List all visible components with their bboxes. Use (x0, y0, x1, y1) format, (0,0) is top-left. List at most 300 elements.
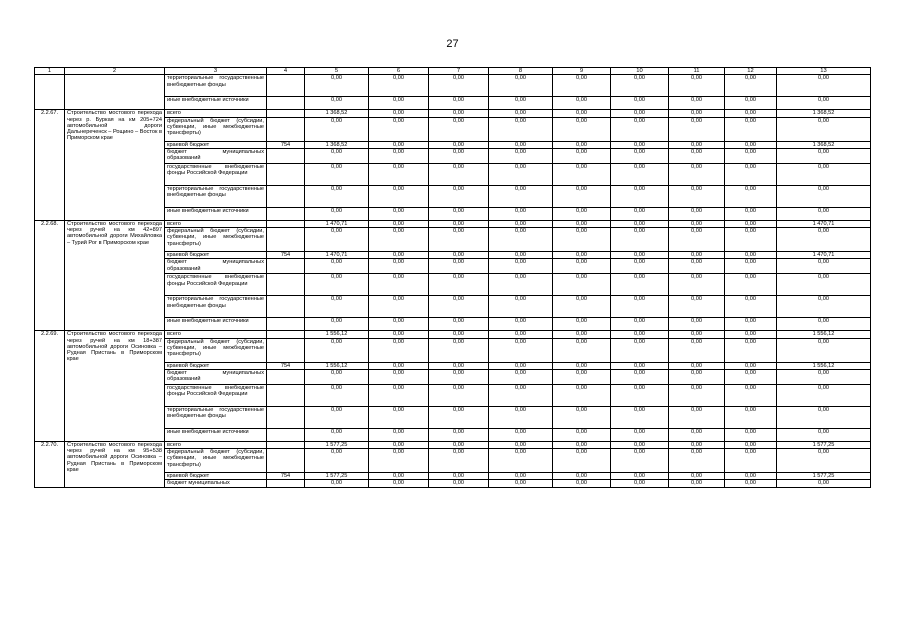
funding-source: федеральный бюджет (субсидии, субвенции, иные межбюджетные трансферты) (165, 228, 267, 252)
amount-cell: 0,00 (611, 480, 669, 487)
amount-cell: 0,00 (777, 449, 871, 473)
amount-cell: 0,00 (489, 252, 553, 259)
amount-cell: 0,00 (429, 296, 489, 318)
amount-cell: 0,00 (669, 449, 725, 473)
amount-cell: 0,00 (553, 296, 611, 318)
amount-cell: 0,00 (669, 480, 725, 487)
amount-cell: 0,00 (489, 259, 553, 274)
amount-cell: 0,00 (369, 428, 429, 441)
amount-cell: 0,00 (553, 449, 611, 473)
column-header: 3 (165, 68, 267, 75)
amount-cell: 0,00 (305, 369, 369, 384)
budget-code (267, 369, 305, 384)
column-header: 8 (489, 68, 553, 75)
amount-cell: 0,00 (669, 259, 725, 274)
amount-cell: 0,00 (305, 480, 369, 487)
amount-cell: 0,00 (777, 259, 871, 274)
amount-cell: 0,00 (669, 75, 725, 97)
amount-cell: 0,00 (369, 228, 429, 252)
amount-cell: 0,00 (725, 252, 777, 259)
amount-cell: 0,00 (489, 338, 553, 362)
funding-source: всего (165, 331, 267, 338)
amount-cell: 0,00 (669, 228, 725, 252)
amount-cell: 0,00 (429, 148, 489, 163)
amount-cell: 0,00 (369, 110, 429, 117)
budget-code (267, 331, 305, 338)
amount-cell: 0,00 (669, 362, 725, 369)
amount-cell: 0,00 (669, 148, 725, 163)
item-name: Строительство мостового перехода через ручей на км 42+897 автомобильной дороги Михайловка – Турий Рог в Приморском крае (65, 220, 165, 331)
amount-cell: 1 556,12 (305, 362, 369, 369)
amount-cell: 0,00 (305, 259, 369, 274)
amount-cell: 0,00 (611, 441, 669, 448)
amount-cell: 0,00 (369, 117, 429, 141)
amount-cell: 0,00 (305, 384, 369, 406)
amount-cell: 0,00 (553, 163, 611, 185)
amount-cell: 0,00 (369, 473, 429, 480)
column-header: 2 (65, 68, 165, 75)
funding-source: федеральный бюджет (субсидии, субвенции, иные межбюджетные трансферты) (165, 449, 267, 473)
amount-cell: 0,00 (429, 75, 489, 97)
amount-cell: 0,00 (369, 441, 429, 448)
amount-cell: 0,00 (725, 473, 777, 480)
amount-cell: 1 368,52 (777, 110, 871, 117)
column-header: 13 (777, 68, 871, 75)
amount-cell: 0,00 (489, 369, 553, 384)
amount-cell: 0,00 (669, 163, 725, 185)
amount-cell: 0,00 (429, 406, 489, 428)
amount-cell: 0,00 (669, 338, 725, 362)
amount-cell: 0,00 (777, 75, 871, 97)
amount-cell: 0,00 (725, 110, 777, 117)
amount-cell: 0,00 (305, 207, 369, 220)
amount-cell: 0,00 (553, 141, 611, 148)
funding-source: территориальные государственные внебюджетные фонды (165, 75, 267, 97)
amount-cell: 0,00 (725, 141, 777, 148)
amount-cell: 0,00 (669, 220, 725, 227)
amount-cell: 0,00 (429, 428, 489, 441)
amount-cell: 0,00 (369, 384, 429, 406)
amount-cell: 0,00 (553, 220, 611, 227)
amount-cell: 0,00 (725, 362, 777, 369)
amount-cell: 0,00 (429, 480, 489, 487)
amount-cell: 0,00 (369, 296, 429, 318)
amount-cell: 0,00 (429, 259, 489, 274)
amount-cell: 0,00 (305, 338, 369, 362)
amount-cell: 0,00 (777, 163, 871, 185)
amount-cell: 0,00 (669, 296, 725, 318)
amount-cell: 0,00 (725, 185, 777, 207)
amount-cell: 0,00 (611, 318, 669, 331)
column-header: 9 (553, 68, 611, 75)
amount-cell: 0,00 (429, 274, 489, 296)
amount-cell: 0,00 (611, 384, 669, 406)
amount-cell: 0,00 (611, 406, 669, 428)
amount-cell: 0,00 (725, 338, 777, 362)
amount-cell: 0,00 (611, 473, 669, 480)
budget-code (267, 384, 305, 406)
amount-cell: 0,00 (725, 274, 777, 296)
amount-cell: 0,00 (429, 369, 489, 384)
amount-cell: 0,00 (305, 274, 369, 296)
amount-cell: 0,00 (369, 362, 429, 369)
amount-cell: 0,00 (429, 473, 489, 480)
amount-cell: 0,00 (369, 220, 429, 227)
table-body (35, 75, 871, 487)
funding-source: иные внебюджетные источники (165, 318, 267, 331)
amount-cell: 0,00 (553, 480, 611, 487)
amount-cell: 0,00 (429, 97, 489, 110)
amount-cell: 0,00 (611, 331, 669, 338)
amount-cell: 0,00 (369, 274, 429, 296)
amount-cell: 0,00 (725, 163, 777, 185)
amount-cell: 0,00 (305, 296, 369, 318)
amount-cell: 0,00 (429, 163, 489, 185)
amount-cell: 1 368,52 (777, 141, 871, 148)
funding-source: краевой бюджет (165, 141, 267, 148)
budget-code (267, 428, 305, 441)
amount-cell: 1 470,71 (777, 252, 871, 259)
table-row (35, 75, 871, 97)
amount-cell: 0,00 (611, 220, 669, 227)
amount-cell: 0,00 (369, 207, 429, 220)
amount-cell: 0,00 (777, 148, 871, 163)
item-code (35, 75, 65, 110)
budget-code: 754 (267, 362, 305, 369)
amount-cell: 0,00 (725, 207, 777, 220)
table-row (35, 220, 871, 227)
amount-cell: 0,00 (369, 97, 429, 110)
amount-cell: 0,00 (611, 110, 669, 117)
table-header (35, 68, 871, 75)
budget-code (267, 97, 305, 110)
budget-code: 754 (267, 252, 305, 259)
amount-cell: 0,00 (429, 362, 489, 369)
amount-cell: 0,00 (725, 117, 777, 141)
budget-code (267, 480, 305, 487)
amount-cell: 0,00 (611, 148, 669, 163)
amount-cell: 0,00 (305, 406, 369, 428)
amount-cell: 0,00 (489, 362, 553, 369)
column-header: 12 (725, 68, 777, 75)
amount-cell: 0,00 (669, 369, 725, 384)
budget-code (267, 220, 305, 227)
item-name: Строительство мостового перехода через р. Буркая на км 205+724 автомобильной дороги Дальнереченск – Рощино – Восток в Приморском крае (65, 110, 165, 221)
amount-cell: 1 470,71 (777, 220, 871, 227)
amount-cell: 0,00 (489, 331, 553, 338)
amount-cell: 0,00 (489, 141, 553, 148)
amount-cell: 0,00 (611, 296, 669, 318)
amount-cell: 0,00 (777, 338, 871, 362)
amount-cell: 0,00 (611, 185, 669, 207)
amount-cell: 1 556,12 (777, 331, 871, 338)
amount-cell: 0,00 (489, 428, 553, 441)
funding-source: бюджет муниципальных образований (165, 369, 267, 384)
budget-code (267, 441, 305, 448)
amount-cell: 0,00 (553, 117, 611, 141)
amount-cell: 0,00 (725, 296, 777, 318)
amount-cell: 0,00 (489, 75, 553, 97)
budget-code (267, 75, 305, 97)
amount-cell: 0,00 (611, 369, 669, 384)
budget-code (267, 338, 305, 362)
amount-cell: 1 577,25 (777, 473, 871, 480)
budget-code (267, 228, 305, 252)
amount-cell: 0,00 (669, 252, 725, 259)
amount-cell: 0,00 (369, 75, 429, 97)
table-row (35, 331, 871, 338)
amount-cell: 0,00 (489, 117, 553, 141)
amount-cell: 0,00 (489, 185, 553, 207)
budget-code (267, 207, 305, 220)
amount-cell: 0,00 (611, 338, 669, 362)
amount-cell: 0,00 (553, 338, 611, 362)
amount-cell: 1 470,71 (305, 220, 369, 227)
amount-cell: 0,00 (429, 117, 489, 141)
amount-cell: 0,00 (305, 163, 369, 185)
amount-cell: 0,00 (725, 97, 777, 110)
amount-cell: 0,00 (429, 207, 489, 220)
funding-source: иные внебюджетные источники (165, 97, 267, 110)
amount-cell: 0,00 (305, 97, 369, 110)
amount-cell: 0,00 (369, 185, 429, 207)
amount-cell: 0,00 (369, 141, 429, 148)
funding-source: иные внебюджетные источники (165, 207, 267, 220)
amount-cell: 0,00 (305, 318, 369, 331)
amount-cell: 0,00 (669, 117, 725, 141)
amount-cell: 0,00 (553, 318, 611, 331)
amount-cell: 0,00 (489, 406, 553, 428)
amount-cell: 1 556,12 (777, 362, 871, 369)
amount-cell: 0,00 (429, 441, 489, 448)
amount-cell: 0,00 (489, 449, 553, 473)
amount-cell: 0,00 (611, 259, 669, 274)
amount-cell: 1 577,25 (305, 473, 369, 480)
funding-source: государственные внебюджетные фонды Российской Федерации (165, 274, 267, 296)
amount-cell: 0,00 (725, 75, 777, 97)
amount-cell: 0,00 (553, 473, 611, 480)
amount-cell: 0,00 (669, 318, 725, 331)
amount-cell: 0,00 (725, 228, 777, 252)
budget-code (267, 296, 305, 318)
amount-cell: 0,00 (305, 148, 369, 163)
amount-cell: 0,00 (777, 318, 871, 331)
amount-cell: 0,00 (611, 274, 669, 296)
amount-cell: 0,00 (611, 97, 669, 110)
amount-cell: 0,00 (777, 369, 871, 384)
amount-cell: 0,00 (725, 449, 777, 473)
header-row (35, 68, 871, 75)
amount-cell: 0,00 (553, 369, 611, 384)
amount-cell: 1 368,52 (305, 141, 369, 148)
amount-cell: 0,00 (369, 148, 429, 163)
amount-cell: 0,00 (777, 480, 871, 487)
amount-cell: 0,00 (553, 331, 611, 338)
amount-cell: 0,00 (725, 406, 777, 428)
funding-source: территориальные государственные внебюджетные фонды (165, 185, 267, 207)
budget-code (267, 148, 305, 163)
budget-code: 754 (267, 473, 305, 480)
amount-cell: 0,00 (553, 228, 611, 252)
amount-cell: 0,00 (489, 163, 553, 185)
budget-code (267, 110, 305, 117)
amount-cell: 0,00 (489, 480, 553, 487)
amount-cell: 0,00 (429, 185, 489, 207)
amount-cell: 0,00 (777, 228, 871, 252)
amount-cell: 0,00 (669, 331, 725, 338)
column-header: 4 (267, 68, 305, 75)
amount-cell: 0,00 (725, 480, 777, 487)
amount-cell: 0,00 (429, 331, 489, 338)
funding-source: федеральный бюджет (субсидии, субвенции, иные межбюджетные трансферты) (165, 117, 267, 141)
amount-cell: 0,00 (429, 220, 489, 227)
budget-code (267, 406, 305, 428)
amount-cell: 1 577,25 (305, 441, 369, 448)
amount-cell: 1 556,12 (305, 331, 369, 338)
amount-cell: 0,00 (725, 331, 777, 338)
amount-cell: 0,00 (725, 369, 777, 384)
item-name: Строительство мостового перехода через ручей на км 18+387 автомобильной дороги Осиновка – Рудная Пристань в Приморском крае (65, 331, 165, 442)
budget-code (267, 117, 305, 141)
funding-source: краевой бюджет (165, 252, 267, 259)
amount-cell: 0,00 (553, 207, 611, 220)
table-row (35, 441, 871, 448)
amount-cell: 0,00 (369, 331, 429, 338)
amount-cell: 0,00 (489, 441, 553, 448)
amount-cell: 0,00 (611, 163, 669, 185)
amount-cell: 0,00 (725, 148, 777, 163)
amount-cell: 0,00 (369, 338, 429, 362)
amount-cell: 0,00 (305, 449, 369, 473)
funding-source: всего (165, 110, 267, 117)
page-number: 27 (446, 38, 459, 50)
amount-cell: 0,00 (305, 185, 369, 207)
item-name (65, 75, 165, 110)
amount-cell: 0,00 (429, 252, 489, 259)
column-header: 10 (611, 68, 669, 75)
budget-code (267, 449, 305, 473)
column-header: 1 (35, 68, 65, 75)
amount-cell: 0,00 (777, 117, 871, 141)
amount-cell: 0,00 (489, 296, 553, 318)
amount-cell: 0,00 (725, 318, 777, 331)
funding-source: государственные внебюджетные фонды Российской Федерации (165, 384, 267, 406)
amount-cell: 0,00 (369, 449, 429, 473)
amount-cell: 0,00 (611, 207, 669, 220)
amount-cell: 0,00 (429, 384, 489, 406)
column-header: 7 (429, 68, 489, 75)
amount-cell: 0,00 (489, 110, 553, 117)
amount-cell: 1 470,71 (305, 252, 369, 259)
amount-cell: 0,00 (489, 473, 553, 480)
amount-cell: 0,00 (611, 141, 669, 148)
amount-cell: 0,00 (553, 252, 611, 259)
amount-cell: 0,00 (369, 406, 429, 428)
amount-cell: 1 577,25 (777, 441, 871, 448)
budget-code (267, 274, 305, 296)
amount-cell: 0,00 (369, 318, 429, 331)
amount-cell: 0,00 (429, 228, 489, 252)
amount-cell: 0,00 (489, 207, 553, 220)
amount-cell: 0,00 (489, 384, 553, 406)
funding-source: государственные внебюджетные фонды Российской Федерации (165, 163, 267, 185)
funding-source: федеральный бюджет (субсидии, субвенции, иные межбюджетные трансферты) (165, 338, 267, 362)
amount-cell: 0,00 (611, 252, 669, 259)
amount-cell: 0,00 (611, 228, 669, 252)
funding-source: бюджет муниципальных образований (165, 259, 267, 274)
funding-source: всего (165, 220, 267, 227)
amount-cell: 0,00 (369, 369, 429, 384)
amount-cell: 0,00 (669, 185, 725, 207)
amount-cell: 0,00 (611, 75, 669, 97)
amount-cell: 0,00 (489, 220, 553, 227)
column-header: 6 (369, 68, 429, 75)
amount-cell: 0,00 (305, 228, 369, 252)
amount-cell: 0,00 (553, 362, 611, 369)
funding-source: бюджет муниципальных (165, 480, 267, 487)
amount-cell: 0,00 (553, 274, 611, 296)
amount-cell: 0,00 (669, 441, 725, 448)
amount-cell: 0,00 (725, 384, 777, 406)
amount-cell: 0,00 (429, 449, 489, 473)
amount-cell: 0,00 (553, 185, 611, 207)
amount-cell: 0,00 (553, 148, 611, 163)
budget-code: 754 (267, 141, 305, 148)
item-code: 2.2.70. (35, 441, 65, 487)
amount-cell: 0,00 (369, 163, 429, 185)
amount-cell: 0,00 (669, 406, 725, 428)
funding-source: бюджет муниципальных образований (165, 148, 267, 163)
amount-cell: 0,00 (305, 75, 369, 97)
budget-code (267, 163, 305, 185)
amount-cell: 0,00 (725, 220, 777, 227)
amount-cell: 0,00 (669, 110, 725, 117)
funding-source: всего (165, 441, 267, 448)
amount-cell: 0,00 (725, 441, 777, 448)
column-header: 11 (669, 68, 725, 75)
amount-cell: 0,00 (777, 97, 871, 110)
amount-cell: 0,00 (553, 406, 611, 428)
amount-cell: 0,00 (429, 338, 489, 362)
amount-cell: 0,00 (669, 207, 725, 220)
amount-cell: 0,00 (489, 318, 553, 331)
amount-cell: 0,00 (777, 207, 871, 220)
amount-cell: 0,00 (369, 259, 429, 274)
amount-cell: 0,00 (669, 384, 725, 406)
budget-code (267, 185, 305, 207)
amount-cell: 0,00 (725, 259, 777, 274)
amount-cell: 0,00 (611, 362, 669, 369)
amount-cell: 0,00 (777, 384, 871, 406)
funding-source: территориальные государственные внебюджетные фонды (165, 406, 267, 428)
item-name: Строительство мостового перехода через ручей на км 95+538 автомобильной дороги Осиновка – Рудная Пристань в Приморском крае (65, 441, 165, 487)
budget-code (267, 318, 305, 331)
amount-cell: 0,00 (611, 117, 669, 141)
funding-source: краевой бюджет (165, 473, 267, 480)
amount-cell: 0,00 (777, 296, 871, 318)
amount-cell: 0,00 (777, 428, 871, 441)
amount-cell: 0,00 (669, 141, 725, 148)
amount-cell: 0,00 (611, 449, 669, 473)
amount-cell: 0,00 (489, 228, 553, 252)
funding-source: территориальные государственные внебюджетные фонды (165, 296, 267, 318)
amount-cell: 0,00 (553, 75, 611, 97)
amount-cell: 0,00 (669, 274, 725, 296)
amount-cell: 0,00 (553, 97, 611, 110)
amount-cell: 0,00 (553, 110, 611, 117)
table-row (35, 110, 871, 117)
amount-cell: 0,00 (489, 274, 553, 296)
